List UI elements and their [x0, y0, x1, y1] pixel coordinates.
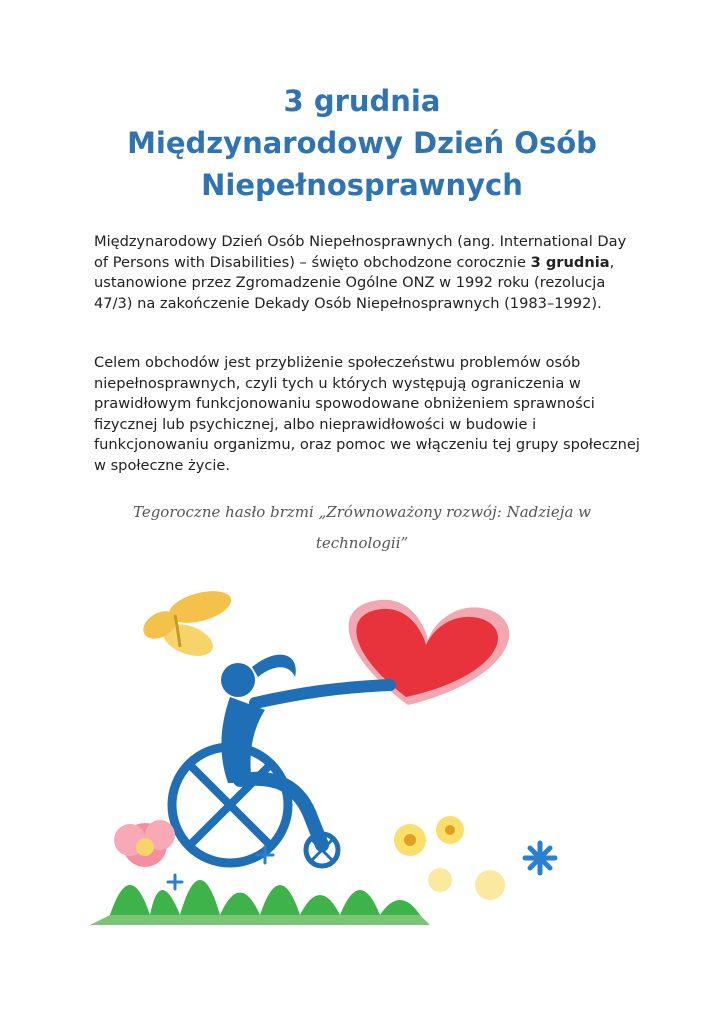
title-line-date: 3 grudnia [283, 84, 441, 118]
grass-decoration [90, 880, 430, 925]
butterfly-icon [138, 585, 234, 662]
intro-date-bold: 3 grudnia [530, 253, 610, 271]
intro-paragraph [94, 232, 642, 314]
yellow-flower-icon [394, 816, 505, 900]
purpose-paragraph: Celem obchodów jest przybliżenie społeczeństwu problemów osób niepełnosprawnych, czyli tych u których występują ograniczenia w prawidłowym funkcjonowaniu spowodowane obniżeniem sprawności fizycznej lub psychicznej, albo nieprawidłowości w budowie i funkcjonowaniu organizmu, oraz pomoc we włączeniu tej grupy społecznej w społeczne życie. [94, 354, 640, 474]
page-title [60, 80, 664, 206]
title-line-name: Międzynarodowy Dzień Osób [127, 126, 597, 160]
motto-text: Tegoroczne hasło brzmi „Zrównoważony rozwój: Nadzieja w technologii” [132, 503, 592, 552]
title-line-name-cont: Niepełnosprawnych [201, 168, 523, 202]
intro-text-end: , ustanowione przez Zgromadzenie Ogólne ONZ w 1992 roku (rezolucja 47/3) na zakończenie Dekady Osób Niepełnosprawnych (1983–1992). [94, 253, 615, 312]
wheelchair-figure [172, 655, 390, 866]
intro-text-start: Międzynarodowy Dzień Osób Niepełnosprawnych (ang. International Day of Persons with Disabilities) – święto obchodzone corocznie [94, 233, 627, 271]
pink-flower-icon [114, 820, 175, 867]
wheelchair-heart-illustration [90, 585, 600, 935]
